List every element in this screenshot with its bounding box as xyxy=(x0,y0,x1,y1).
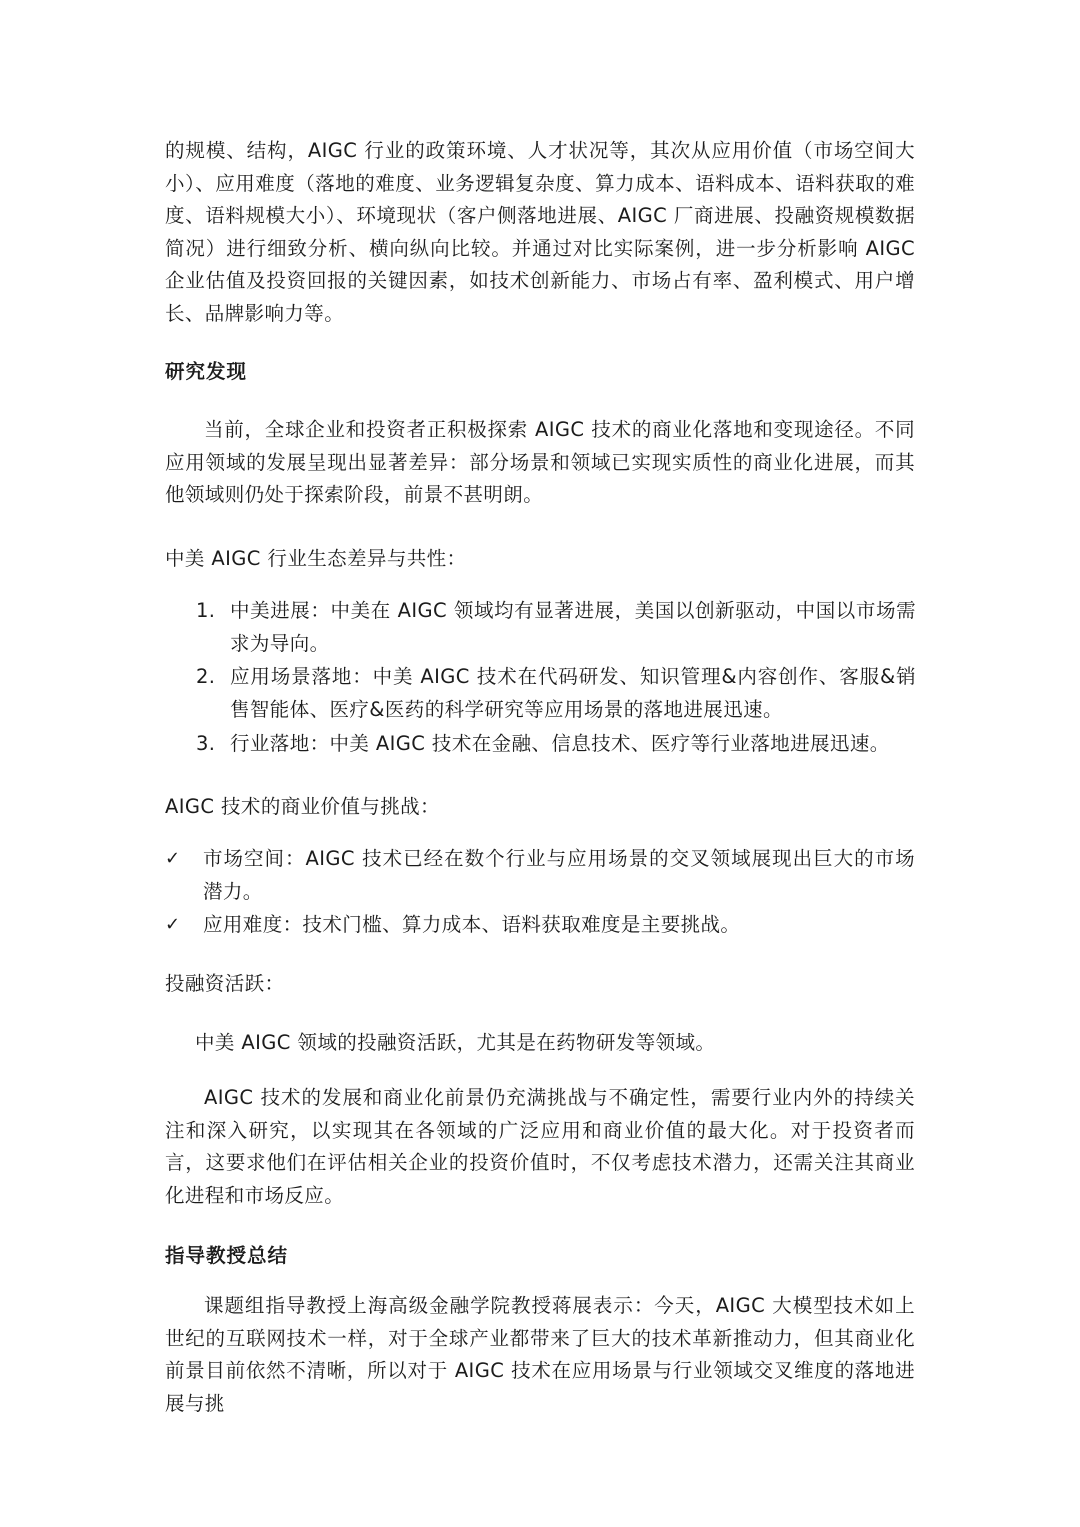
investment-label: 投融资活跃： xyxy=(165,972,285,995)
list-item xyxy=(196,594,916,660)
ecosystem-label: 中美 AIGC 行业生态差异与共性： xyxy=(165,547,467,570)
list-item-text: 市场空间：AIGC 技术已经在数个行业与应用场景的交叉领域展现出巨大的市场潜力。 xyxy=(203,847,915,903)
list-item-text: 中美进展：中美在 AIGC 领域均有显著进展，美国以创新驱动，中国以市场需求为导向。 xyxy=(230,599,916,655)
findings-paragraph: 当前，全球企业和投资者正积极探索 AIGC 技术的商业化落地和变现途径。不同应用领域的发展呈现出显著差异：部分场景和领域已实现实质性的商业化进展，而其他领域则仍处于探索阶段，前景不甚明朗。 xyxy=(165,418,915,506)
summary-heading: 指导教授总结 xyxy=(165,1244,289,1267)
list-item xyxy=(165,842,915,908)
list-item-text: 行业落地：中美 AIGC 技术在金融、信息技术、医疗等行业落地进展迅速。 xyxy=(230,732,890,755)
investment-line: 中美 AIGC 领域的投融资活跃，尤其是在药物研发等领域。 xyxy=(195,1031,716,1054)
list-item-text: 应用场景落地：中美 AIGC 技术在代码研发、知识管理&内容创作、客服&销售智能体、医疗&医药的科学研究等应用场景的落地进展迅速。 xyxy=(230,665,916,721)
value-label: AIGC 技术的商业价值与挑战： xyxy=(165,795,440,818)
checkmark-icon: ✓ xyxy=(165,914,181,935)
summary-paragraph: 课题组指导教授上海高级金融学院教授蒋展表示：今天，AIGC 大模型技术如上世纪的互联网技术一样，对于全球产业都带来了巨大的技术革新推动力，但其商业化前景目前依然不清晰，所以对于 AIGC 技术在应用场景与行业领域交叉维度的落地进展与挑 xyxy=(165,1294,915,1415)
intro-paragraph: 的规模、结构，AIGC 行业的政策环境、人才状况等，其次从应用价值（市场空间大小）、应用难度（落地的难度、业务逻辑复杂度、算力成本、语料成本、语料获取的难度、语料规模大小）、环境现状（客户侧落地进展、AIGC 厂商进展、投融资规模数据简况）进行细致分析、横向纵向比较。并通过对比实际案例，进一步分析影响 AIGC 企业估值及投资回报的关键因素，如技术创新能力、市场占有率、盈利模式、用户增长、品牌影响力等。 xyxy=(165,139,916,325)
checkmark-icon: ✓ xyxy=(165,848,181,869)
outlook-paragraph: AIGC 技术的发展和商业化前景仍充满挑战与不确定性，需要行业内外的持续关注和深入研究，以实现其在各领域的广泛应用和商业价值的最大化。对于投资者而言，这要求他们在评估相关企业的投资价值时，不仅考虑技术潜力，还需关注其商业化进程和市场反应。 xyxy=(165,1086,915,1207)
list-item xyxy=(196,660,916,726)
list-number: 3. xyxy=(196,732,216,755)
findings-heading: 研究发现 xyxy=(165,360,248,383)
list-item-text: 应用难度：技术门槛、算力成本、语料获取难度是主要挑战。 xyxy=(203,913,741,936)
list-number: 2. xyxy=(196,665,216,688)
list-item xyxy=(196,727,916,760)
list-number: 1. xyxy=(196,599,216,622)
list-item xyxy=(165,908,915,941)
